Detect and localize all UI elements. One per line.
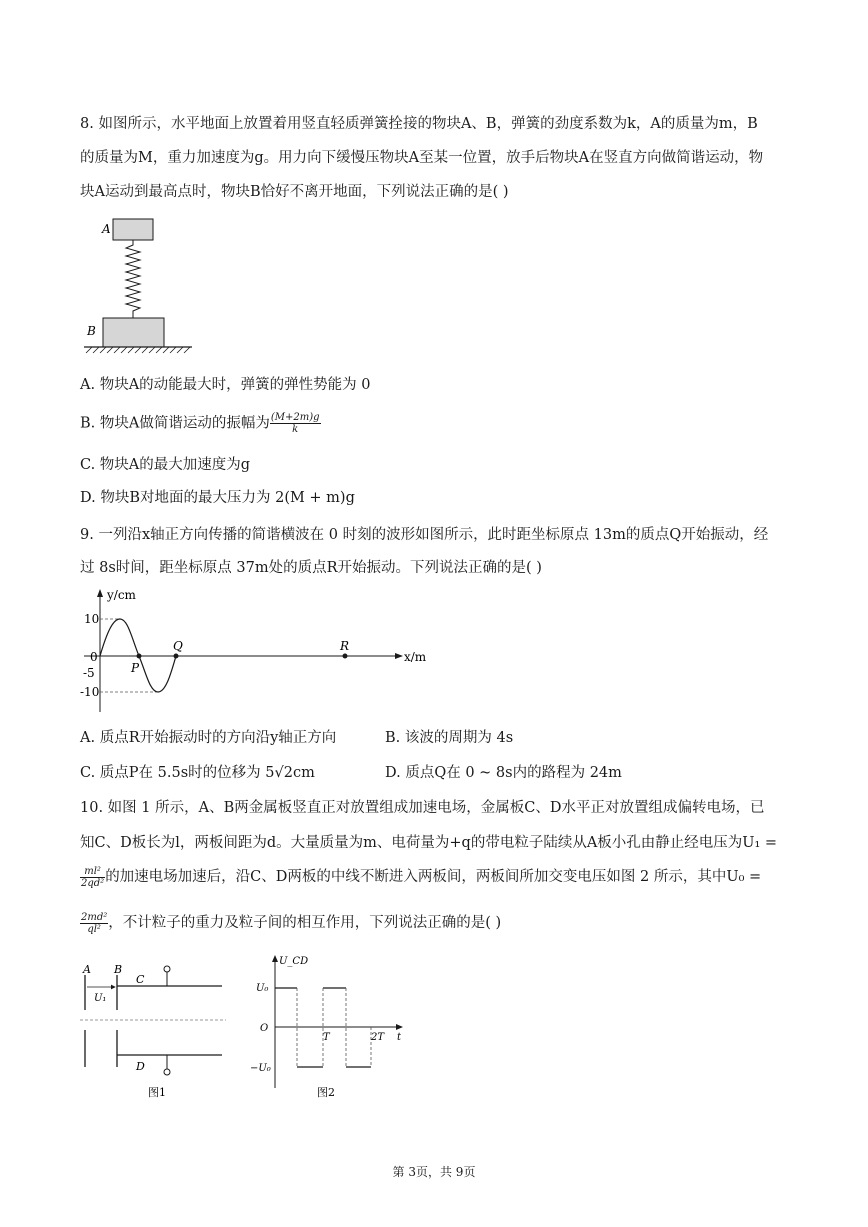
t2-label: 2T xyxy=(371,1032,385,1043)
q8-option-b-text: B. 物块A做简谐运动的振幅为 xyxy=(80,415,270,432)
ground-hatch xyxy=(86,347,190,353)
q8-option-c: C. 物块A的最大加速度为g xyxy=(80,457,251,473)
q9-option-b: B. 该波的周期为 4s xyxy=(385,730,514,746)
u0-label: U₀ xyxy=(256,983,269,994)
page-footer: 第 3页，共 9页 xyxy=(392,1165,476,1179)
tick-neg5: -5 xyxy=(83,666,95,680)
figure1-plates xyxy=(76,955,236,1100)
point-r-label: R xyxy=(340,639,350,653)
q10-line2: 知C、D板长为l，两板间距为d。大量质量为m、电荷量为+q的带电粒子陆续从A板小孔由静止经电压为U₁ = xyxy=(80,835,778,851)
q10-line3 xyxy=(80,864,790,890)
q8-line3: 块A运动到最高点时，物块B恰好不离开地面，下列说法正确的是( ) xyxy=(80,184,509,200)
figure2-caption: 图2 xyxy=(317,1086,335,1099)
t1-label: T xyxy=(323,1032,330,1043)
u1-denominator: 2qd² xyxy=(81,877,105,889)
q9-option-a: A. 质点R开始振动时的方向沿y轴正方向 xyxy=(80,730,337,746)
q9-line1: 9. 一列沿x轴正方向传播的简谐横波在 0 时刻的波形如图所示，此时距坐标原点 13m的质点Q开始振动，经 xyxy=(80,527,769,543)
q10-line4 xyxy=(80,910,790,936)
u0-fraction xyxy=(80,912,108,935)
amplitude-fraction xyxy=(270,412,321,435)
u0-denominator: ql² xyxy=(87,923,101,935)
point-q-dot xyxy=(174,654,179,659)
t-axis-label: t xyxy=(397,1032,402,1043)
q8-option-b xyxy=(80,412,790,435)
u1-fraction xyxy=(80,866,105,889)
spring-block-figure xyxy=(80,214,200,356)
q8-line2: 的质量为M，重力加速度为g。用力向下缓慢压物块A至某一位置，放手后物块A在竖直方向做简谐运动，物 xyxy=(80,150,764,166)
point-r-dot xyxy=(343,654,348,659)
q9-option-c: C. 质点P在 5.5s时的位移为 5√2cm xyxy=(80,765,315,781)
q9-line2: 过 8s时间，距坐标原点 37m处的质点R开始振动。下列说法正确的是( ) xyxy=(80,560,542,576)
q8-option-d: D. 物块B对地面的最大压力为 2(M + m)g xyxy=(80,490,355,506)
point-q-label: Q xyxy=(173,639,183,653)
q9-option-d: D. 质点Q在 0 ~ 8s内的路程为 24m xyxy=(385,765,622,781)
tick-10: 10 xyxy=(84,612,100,626)
spring xyxy=(126,240,140,318)
plate-c-label: C xyxy=(136,973,145,986)
wave-graph xyxy=(80,584,440,716)
figure1-caption: 图1 xyxy=(148,1086,166,1099)
point-p-dot xyxy=(137,654,142,659)
x-axis-label: x/m xyxy=(404,650,427,664)
block-b xyxy=(103,318,164,347)
fig-label-b: B xyxy=(87,324,96,338)
q10-line1: 10. 如图 1 所示，A、B两金属板竖直正对放置组成加速电场，金属板C、D水平正对放置组成偏转电场，已 xyxy=(80,800,765,816)
q10-line3-text: 的加速电场加速后，沿C、D两板的中线不断进入两板间，两板间所加交变电压如图 2 所示，其中U₀ = xyxy=(105,869,762,885)
tick-0: 0 xyxy=(90,650,98,664)
tick-neg10: -10 xyxy=(80,685,100,699)
terminal-d xyxy=(164,1069,170,1075)
plate-b-label: B xyxy=(114,963,123,976)
point-p-label: P xyxy=(131,661,140,675)
q8-option-a: A. 物块A的动能最大时，弹簧的弹性势能为 0 xyxy=(80,377,371,393)
amplitude-denominator: k xyxy=(292,424,299,435)
terminal-c xyxy=(164,966,170,972)
q10-line4-text: ，不计粒子的重力及粒子间的相互作用，下列说法正确的是( ) xyxy=(108,915,502,931)
plate-a-label: A xyxy=(83,963,91,976)
block-a xyxy=(113,219,153,240)
fig-label-a: A xyxy=(102,222,111,236)
plate-d-label: D xyxy=(136,1060,145,1073)
origin-label: O xyxy=(260,1023,269,1034)
neg-u0-label: −U₀ xyxy=(250,1063,271,1074)
figure2-voltage xyxy=(250,948,410,1100)
u1-numerator: ml² xyxy=(80,866,105,878)
u-axis-label: U_CD xyxy=(279,956,309,967)
u0-numerator: 2md² xyxy=(81,911,108,923)
u1-label: U₁ xyxy=(94,993,107,1004)
amplitude-numerator: (M+2m)g xyxy=(270,412,320,423)
y-axis-label: y/cm xyxy=(107,588,136,602)
q8-line1: 8. 如图所示，水平地面上放置着用竖直轻质弹簧拴接的物块A、B，弹簧的劲度系数为k，A的质量为m，B xyxy=(80,116,758,132)
